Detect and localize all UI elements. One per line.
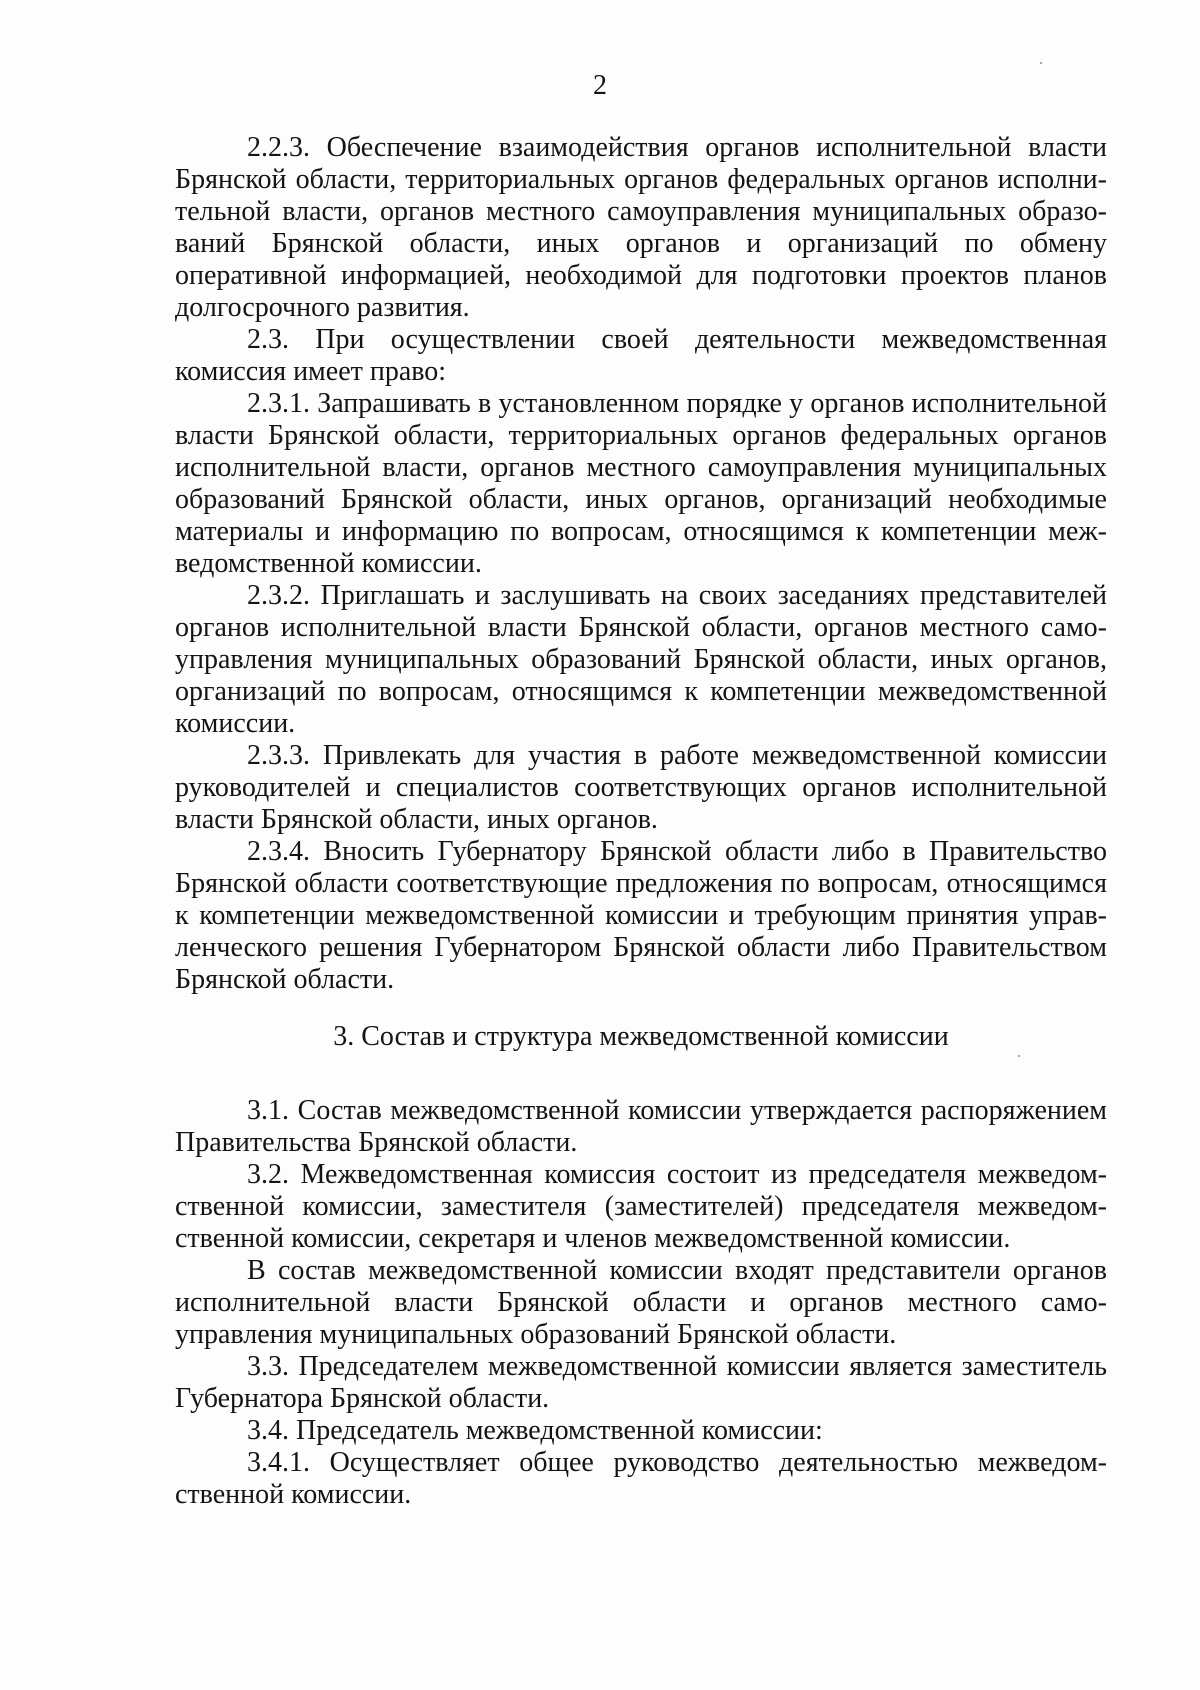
paragraph <box>175 132 1107 324</box>
paragraph-line: 3.4. Председатель межведомственной комиссии: <box>247 1415 823 1446</box>
paragraph <box>175 388 1107 580</box>
paragraphs-before-heading <box>175 132 1107 996</box>
paragraph-line: ваний Брянской области, иных органов и организаций по обмену <box>175 228 1107 259</box>
paragraph-line: 3.4.1. Осуществляет общее руководство деятельностью межведом- <box>247 1447 1107 1478</box>
paragraph <box>175 1255 1107 1351</box>
scan-speck <box>1018 1055 1020 1057</box>
paragraph-line: 2.2.3. Обеспечение взаимодействия органов исполнительной власти <box>247 132 1107 163</box>
paragraph-line: ственной комиссии. <box>175 1479 412 1510</box>
scan-speck <box>1040 62 1042 64</box>
paragraph-line: Брянской области, территориальных органов федеральных органов исполни- <box>175 164 1107 195</box>
paragraph-line: оперативной информацией, необходимой для подготовки проектов планов <box>175 260 1107 291</box>
paragraph-line: 3.1. Состав межведомственной комиссии утверждается распоряжением <box>247 1095 1107 1126</box>
paragraph-line: ственной комиссии, секретаря и членов межведомственной комиссии. <box>175 1223 1011 1254</box>
paragraph-line: руководителей и специалистов соответствующих органов исполнительной <box>175 772 1107 803</box>
section-heading: 3. Состав и структура межведомственной комиссии <box>333 1021 949 1052</box>
paragraph-line: Брянской области соответствующие предложения по вопросам, относящимся <box>175 868 1107 899</box>
paragraph-line: долгосрочного развития. <box>175 292 470 323</box>
paragraph <box>175 1159 1107 1255</box>
paragraph-line: исполнительной власти Брянской области и органов местного само- <box>175 1287 1107 1318</box>
paragraph <box>175 580 1107 740</box>
paragraph-line: 2.3.3. Привлекать для участия в работе межведомственной комиссии <box>247 740 1107 771</box>
page-number: 2 <box>593 70 607 101</box>
paragraph-line: 2.3. При осуществлении своей деятельности межведомственная <box>247 324 1107 355</box>
paragraph-line: В состав межведомственной комиссии входят представители органов <box>247 1255 1107 1286</box>
document-body <box>175 132 1107 1511</box>
paragraph-line: исполнительной власти, органов местного самоуправления муниципальных <box>175 452 1107 483</box>
paragraph-line: 2.3.4. Вносить Губернатору Брянской области либо в Правительство <box>247 836 1107 867</box>
paragraph-line: ленческого решения Губернатором Брянской области либо Правительством <box>175 932 1107 963</box>
paragraph <box>175 740 1107 836</box>
paragraph-line: комиссия имеет право: <box>175 356 447 387</box>
paragraphs-after-heading <box>175 1095 1107 1511</box>
paragraph-line: власти Брянской области, территориальных органов федеральных органов <box>175 420 1107 451</box>
paragraph <box>175 836 1107 996</box>
paragraph-line: управления муниципальных образований Брянской области, иных органов, <box>175 644 1107 675</box>
paragraph-line: 2.3.1. Запрашивать в установленном порядке у органов исполнительной <box>247 388 1107 419</box>
paragraph-line: Губернатора Брянской области. <box>175 1383 550 1414</box>
paragraph <box>175 1447 1107 1511</box>
paragraph <box>175 1415 1107 1447</box>
paragraph-line: материалы и информацию по вопросам, относящимся к компетенции меж- <box>175 516 1107 547</box>
paragraph <box>175 324 1107 388</box>
paragraph <box>175 1095 1107 1159</box>
paragraph-line: ведомственной комиссии. <box>175 548 482 579</box>
paragraph-line: Правительства Брянской области. <box>175 1127 578 1158</box>
paragraph-line: ственной комиссии, заместителя (заместителей) председателя межведом- <box>175 1191 1107 1222</box>
paragraph-line: Брянской области. <box>175 964 395 995</box>
paragraph-line: тельной власти, органов местного самоуправления муниципальных образо- <box>175 196 1107 227</box>
paragraph-line: органов исполнительной власти Брянской области, органов местного само- <box>175 612 1107 643</box>
paragraph-line: 3.2. Межведомственная комиссия состоит из председателя межведом- <box>247 1159 1107 1190</box>
paragraph-line: образований Брянской области, иных органов, организаций необходимые <box>175 484 1107 515</box>
paragraph-line: организаций по вопросам, относящимся к компетенции межведомственной <box>175 676 1107 707</box>
paragraph-line: власти Брянской области, иных органов. <box>175 804 658 835</box>
paragraph-line: комиссии. <box>175 708 296 739</box>
paragraph-line: 2.3.2. Приглашать и заслушивать на своих заседаниях представителей <box>247 580 1107 611</box>
paragraph-line: к компетенции межведомственной комиссии и требующим принятия управ- <box>175 900 1107 931</box>
paragraph-line: управления муниципальных образований Брянской области. <box>175 1319 897 1350</box>
paragraph <box>175 1351 1107 1415</box>
paragraph-line: 3.3. Председателем межведомственной комиссии является заместитель <box>247 1351 1107 1382</box>
